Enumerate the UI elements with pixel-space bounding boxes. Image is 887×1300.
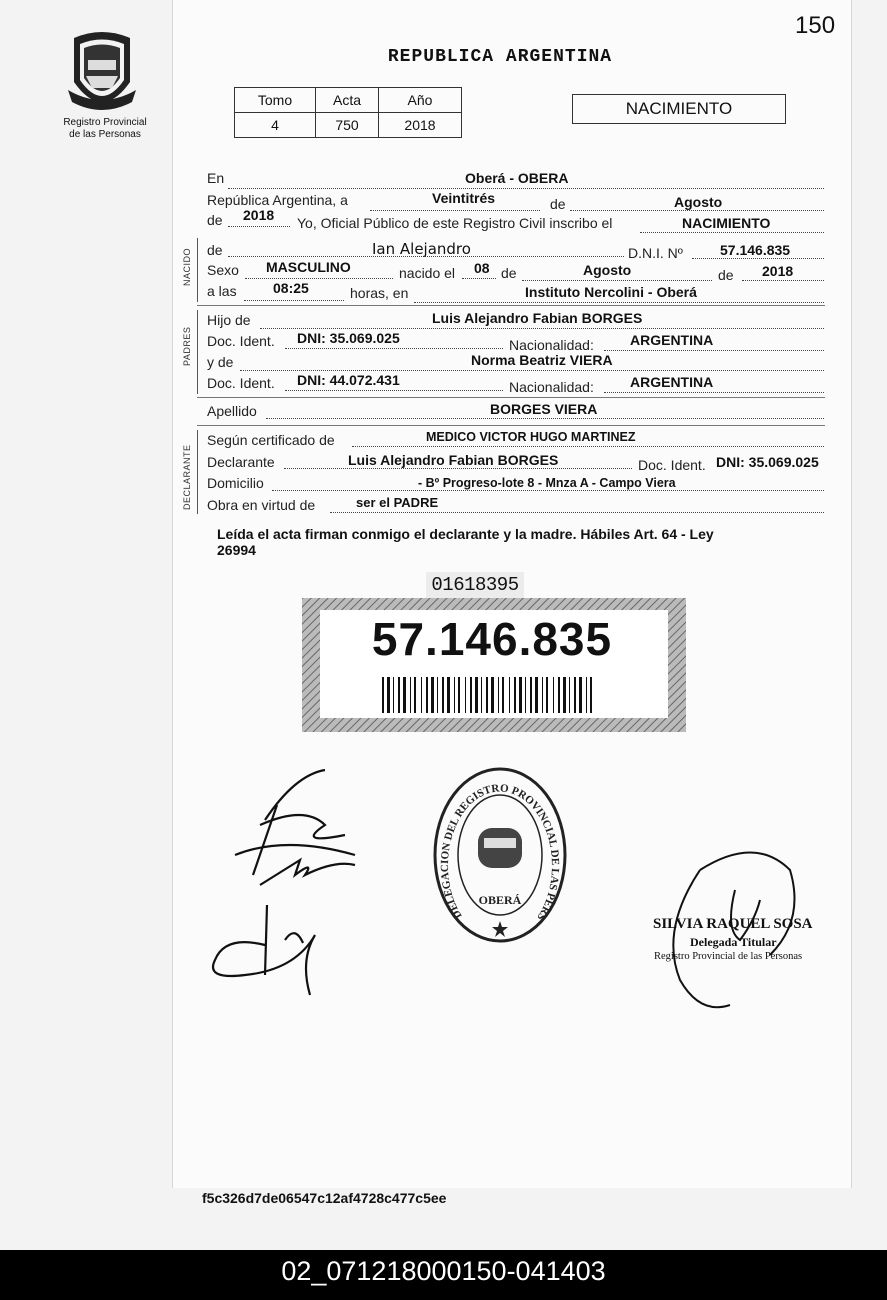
en-label: En — [207, 170, 225, 186]
birth-place: Instituto Nercolini - Oberá — [525, 284, 697, 300]
apellido-label: Apellido — [207, 403, 257, 419]
birth-day: 08 — [474, 260, 490, 276]
birth-de-label-2: de — [718, 267, 734, 283]
child-dni: 57.146.835 — [720, 242, 791, 258]
year-prefix: de — [207, 212, 223, 228]
official-role: Delegada Titular — [690, 935, 777, 949]
barcode-bar — [558, 677, 560, 713]
statement-text: Yo, Oficial Público de este Registro Civil inscribo el — [297, 215, 613, 231]
declarant-name: Luis Alejandro Fabian BORGES — [348, 452, 559, 468]
sticker-number: 57.146.835 — [371, 613, 613, 665]
document-hash: f5c326d7de06547c12af4728c477c5ee — [202, 1190, 447, 1206]
a-las-label: a las — [207, 283, 237, 299]
month-value: Agosto — [674, 194, 723, 210]
barcode-bar — [465, 677, 466, 713]
obra-label: Obra en virtud de — [207, 497, 316, 513]
barcode-bar — [454, 677, 455, 713]
declarant-signature — [205, 765, 380, 1000]
barcode-bar — [546, 677, 548, 713]
ref-value-ano: 2018 — [379, 113, 462, 138]
nacido-de-label: de — [207, 242, 223, 258]
declarant-doc-label: Doc. Ident. — [638, 457, 706, 473]
declarant-label: Declarante — [207, 454, 275, 470]
place-value: Oberá - OBERA — [465, 170, 569, 186]
birth-time: 08:25 — [273, 280, 309, 296]
apellido-value: BORGES VIERA — [490, 401, 598, 417]
barcode-bar — [553, 677, 554, 713]
sexo-label: Sexo — [207, 262, 239, 278]
barcode-bar — [574, 677, 576, 713]
padres-bracket — [197, 310, 198, 394]
reference-table — [234, 87, 462, 138]
father-nat-label: Nacionalidad: — [509, 337, 594, 353]
sexo-value: MASCULINO — [266, 259, 351, 275]
act-value: NACIMIENTO — [682, 215, 771, 231]
divider-1 — [197, 305, 825, 306]
barcode-bar — [475, 677, 478, 713]
barcode-bar — [431, 677, 434, 713]
birth-de-label: de — [501, 265, 517, 281]
declarante-bracket — [197, 430, 198, 514]
barcode-bar — [382, 677, 384, 713]
cert-label: Según certificado de — [207, 432, 335, 448]
mother-nat: ARGENTINA — [630, 374, 714, 390]
signature-icon — [205, 765, 380, 1000]
seal-icon — [432, 766, 568, 944]
closing-line2: 26994 — [217, 542, 256, 558]
day-value: Veintitrés — [432, 190, 496, 206]
birth-year: 2018 — [762, 263, 794, 279]
footer-code: 02_071218000150-041403 — [0, 1250, 887, 1300]
country-title: REPUBLICA ARGENTINA — [387, 47, 613, 67]
barcode-bar — [530, 677, 532, 713]
barcode-bar — [519, 677, 522, 713]
barcode-bar — [403, 677, 406, 713]
y-de-label: y de — [207, 354, 234, 370]
declarant-doc: DNI: 35.069.025 — [716, 454, 819, 470]
seal-text: DELEGACION DEL REGISTRO PROVINCIAL DE LAS PERS — [438, 782, 562, 923]
barcode-bar — [542, 677, 543, 713]
barcode-bar — [579, 677, 582, 713]
barcode-bar — [447, 677, 450, 713]
child-name: Ian Alejandro — [372, 240, 471, 258]
hijo-de-label: Hijo de — [207, 312, 251, 328]
barcode-bar — [437, 677, 438, 713]
divider-2 — [197, 397, 825, 398]
barcode-bar — [393, 677, 394, 713]
barcode-bar — [590, 677, 592, 713]
barcode-bar — [426, 677, 428, 713]
obra-value: ser el PADRE — [356, 495, 439, 510]
page-number: 150 — [795, 12, 836, 39]
barcode-bar — [442, 677, 444, 713]
act-type-box: NACIMIENTO — [572, 94, 786, 124]
father-doc: DNI: 35.069.025 — [297, 330, 400, 346]
closing-line1: Leída el acta firman conmigo el declarante y la madre. Hábiles Art. 64 - Ley — [217, 526, 714, 542]
province-logo — [66, 30, 138, 114]
year-value: 2018 — [243, 207, 275, 223]
official-seal — [432, 766, 568, 944]
official-org: Registro Provincial de las Personas — [654, 951, 803, 962]
ref-header-acta: Acta — [316, 88, 379, 113]
serial-number: 01618395 — [426, 572, 524, 598]
nacido-label: NACIDO — [182, 247, 192, 286]
declarante-label: DECLARANTE — [182, 444, 192, 510]
barcode-bar — [470, 677, 472, 713]
domicilio-value: - Bº Progreso-lote 8 - Mnza A - Campo Viera — [418, 476, 676, 490]
seal-city: OBERÁ — [478, 893, 522, 907]
official-name: SILVIA RAQUEL SOSA — [653, 916, 813, 932]
barcode-bar — [398, 677, 400, 713]
republic-label: República Argentina, a — [207, 192, 348, 208]
registry-line2: de las Personas — [69, 129, 141, 140]
barcode-bar — [525, 677, 526, 713]
barcode-bar — [569, 677, 570, 713]
mother-doc: DNI: 44.072.431 — [297, 372, 400, 388]
barcode-bar — [414, 677, 416, 713]
barcode-bar — [458, 677, 460, 713]
mother-doc-label: Doc. Ident. — [207, 375, 275, 391]
barcode-bar — [563, 677, 566, 713]
registry-line1: Registro Provincial — [63, 117, 147, 128]
ref-value-tomo: 4 — [235, 113, 316, 138]
ref-header-ano: Año — [379, 88, 462, 113]
barcode-bar — [509, 677, 510, 713]
father-doc-label: Doc. Ident. — [207, 333, 275, 349]
barcode-bar — [535, 677, 538, 713]
mother-nat-label: Nacionalidad: — [509, 379, 594, 395]
nacido-bracket — [197, 238, 198, 302]
barcode-bar — [481, 677, 482, 713]
nacido-el-label: nacido el — [399, 265, 456, 281]
ref-header-tomo: Tomo — [235, 88, 316, 113]
shield-emblem-icon — [66, 30, 138, 114]
barcode-bar — [514, 677, 516, 713]
barcode-bar — [491, 677, 494, 713]
barcode-bar — [421, 677, 422, 713]
mother-name: Norma Beatriz VIERA — [471, 352, 613, 368]
barcode-bar — [586, 677, 587, 713]
barcode-bar — [486, 677, 488, 713]
barcode-bar — [410, 677, 411, 713]
father-nat: ARGENTINA — [630, 332, 714, 348]
horas-label: horas, en — [350, 285, 409, 301]
cert-value: MEDICO VICTOR HUGO MARTINEZ — [426, 430, 636, 444]
ref-value-acta: 750 — [316, 113, 379, 138]
padres-label: PADRES — [182, 326, 192, 366]
divider-3 — [197, 425, 825, 426]
barcode-icon — [382, 677, 598, 713]
dni-label: D.N.I. Nº — [628, 245, 683, 261]
de-label: de — [550, 196, 566, 212]
father-name: Luis Alejandro Fabian BORGES — [432, 310, 643, 326]
domicilio-label: Domicilio — [207, 475, 264, 491]
birth-month: Agosto — [583, 262, 632, 278]
barcode-bar — [498, 677, 499, 713]
barcode-bar — [387, 677, 390, 713]
barcode — [382, 677, 598, 713]
barcode-bar — [502, 677, 504, 713]
